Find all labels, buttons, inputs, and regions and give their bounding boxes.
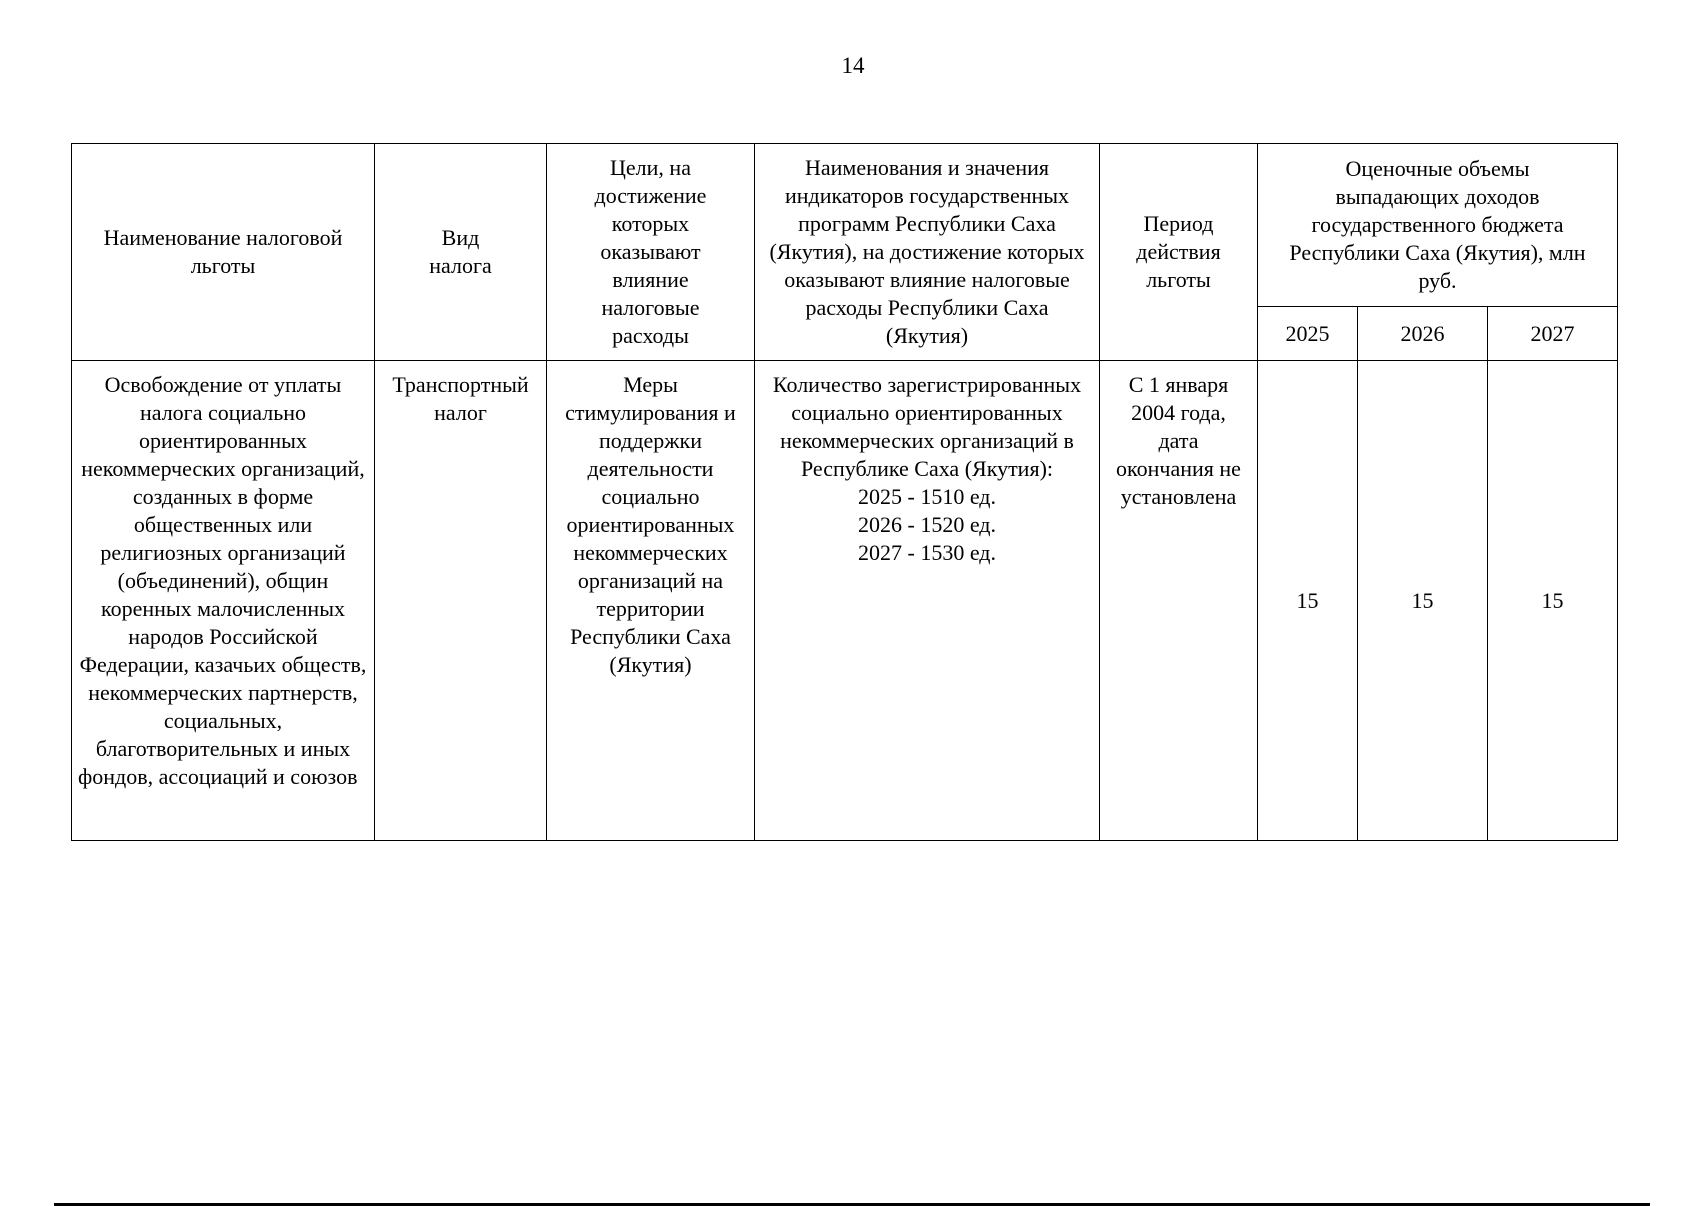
- indicator-value-2025: 2025 - 1510 ед.: [858, 484, 996, 509]
- tax-benefits-table: [71, 143, 1618, 841]
- cell-indicators: [755, 361, 1100, 841]
- cell-benefit-name: Освобождение от уплаты налога социально ориентированных некоммерческих организаций, созданных в форме общественных или религиозных организаций (объединений), общин коренных малочисленных народов Российской Федерации, казачьих обществ, некоммерческих партнерств, социальных, благотворительных и иных фондов, ассоциаций и союзов: [72, 361, 375, 841]
- indicator-intro: Количество зарегистрированных социально ориентированных некоммерческих организаций в Республике Саха (Якутия):: [772, 372, 1082, 481]
- header-year-2025: 2025: [1258, 307, 1358, 361]
- table-row: [72, 361, 1618, 841]
- header-goals: Цели, на достижение которых оказывают влияние налоговые расходы: [547, 144, 755, 361]
- header-year-2027: 2027: [1488, 307, 1618, 361]
- cell-value-2025: 15: [1258, 361, 1358, 841]
- indicator-value-2026: 2026 - 1520 ед.: [858, 512, 996, 537]
- indicator-value-2027: 2027 - 1530 ед.: [858, 540, 996, 565]
- cell-period: С 1 января 2004 года, дата окончания не установлена: [1100, 361, 1258, 841]
- header-benefit-name: Наименование налоговой льготы: [72, 144, 375, 361]
- cell-goals: Меры стимулирования и поддержки деятельности социально ориентированных некоммерческих организаций на территории Республики Саха (Якутия): [547, 361, 755, 841]
- header-tax-type: Вид налога: [375, 144, 547, 361]
- page-number: 14: [841, 53, 865, 78]
- header-period: Период действия льготы: [1100, 144, 1258, 361]
- cell-value-2026: 15: [1358, 361, 1488, 841]
- cell-tax-type: Транспортный налог: [375, 361, 547, 841]
- header-indicators: Наименования и значения индикаторов государственных программ Республики Саха (Якутия), на достижение которых оказывают влияние налоговые расходы Республики Саха (Якутия): [755, 144, 1100, 361]
- header-estimated-volumes: Оценочные объемы выпадающих доходов государственного бюджета Республики Саха (Якутия), млн руб.: [1258, 144, 1618, 307]
- header-year-2026: 2026: [1358, 307, 1488, 361]
- cell-value-2027: 15: [1488, 361, 1618, 841]
